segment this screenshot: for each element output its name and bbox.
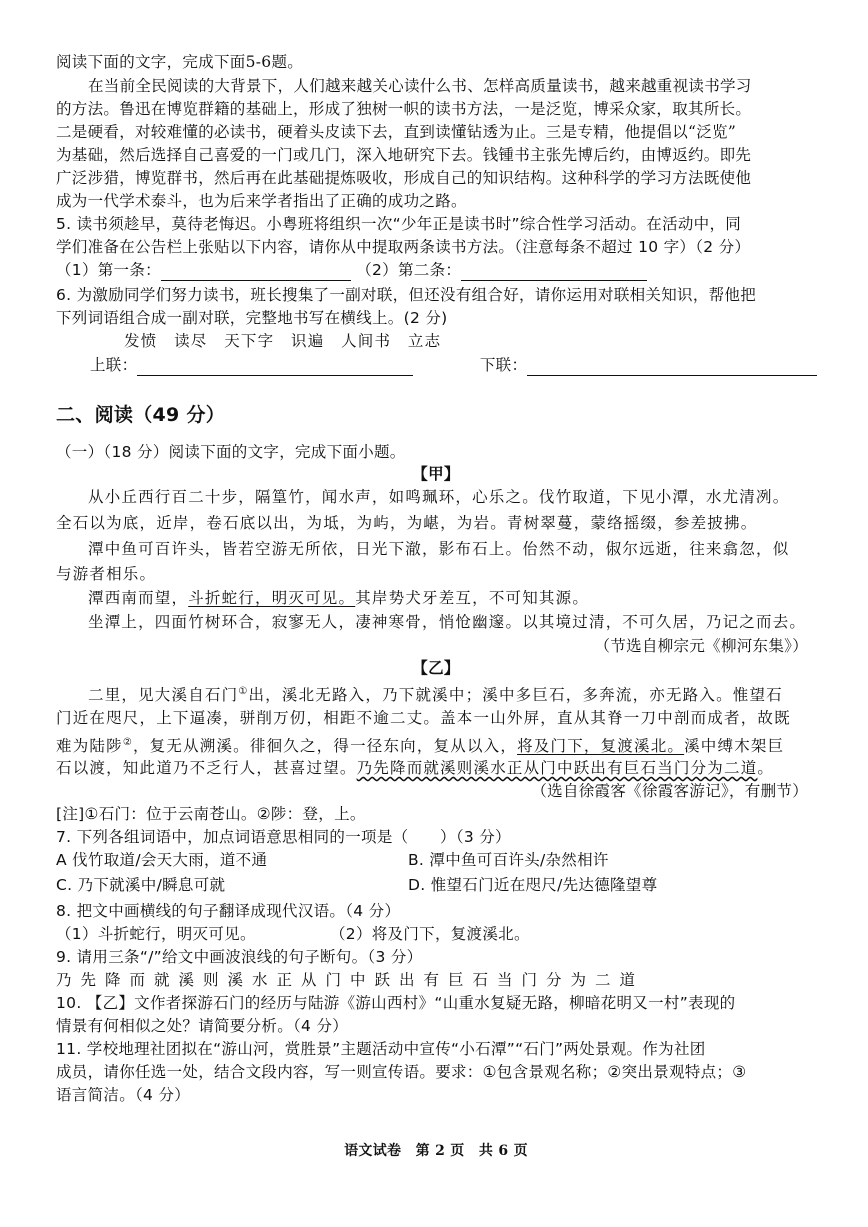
q8-item-1: （1）斗折蛇行，明灭可见。 (56, 925, 256, 943)
yi-line-4: 石以渡，知此道乃不乏行人，甚喜过望。乃先降而就溪则溪水正从门中跃出有巨石当门分为二道。 (56, 759, 775, 777)
q7-option-b: B. 潭中鱼可百许头/杂然相许 (408, 851, 609, 869)
q6-lower-blank[interactable] (527, 359, 817, 376)
note: [注]①石门：位于云南苍山。②陟：登，上。 (56, 805, 366, 823)
section-2-title: 二、阅读（49 分） (56, 404, 226, 426)
wavy-sentence: 乃先降而就溪则溪水正从门中跃出有巨石当门分为二道 (356, 759, 758, 777)
yi-line-2: 门近在咫尺，上下逼凑，骈削万仞，相距不逾二丈。盖本一山外屏，直从其脊一刀中剖而成者，故既 (56, 709, 791, 727)
underlined-sentence-1: 斗折蛇行，明灭可见。 (188, 589, 356, 607)
question-10: 情景有何相似之处？请简要分析。（4 分） (56, 1017, 349, 1035)
passage-line: 为基础，然后选择自己喜爱的一门或几门，深入地研究下去。钱锺书主张先博后约，由博返约。即先 (56, 146, 752, 164)
yi-line-3: 难为陆陟②，复无从溯溪。徘徊久之，得一径东向，复从以入，将及门下，复渡溪北。溪中缚木架巨 (56, 737, 785, 756)
q6-upper-blank[interactable] (137, 359, 413, 376)
yi-line-1: 二里，见大溪自石门①出，溪北无路入，乃下就溪中；溪中多巨石，多奔流，亦无路入。惟望石 (88, 686, 783, 705)
page-footer: 语文试卷 第 2 页 共 6 页 (344, 1143, 528, 1159)
jia-line: 与游者相乐。 (56, 565, 157, 583)
question-11: 11. 学校地理社团拟在“游山河，赏胜景”主题活动中宣传“小石潭”“石门”两处景观。作为社团 (56, 1040, 706, 1058)
question-7: 7. 下列各组词语中，加点词语意思相同的一项是（ ）（3 分） (56, 828, 511, 846)
question-11: 语言简洁。（4 分） (56, 1086, 191, 1104)
passage-line: 广泛涉猎，博览群书，然后再在此基础提炼吸收，形成自己的知识结构。这种科学的学习方法既使他 (56, 169, 752, 187)
q7-option-a: A 伐竹取道/会天大雨，道不通 (56, 851, 268, 869)
q6-lower-label: 下联： (479, 356, 528, 374)
q8-item-2: （2）将及门下，复渡溪北。 (330, 925, 530, 943)
question-5: 5. 读书须趁早，莫待老悔迟。小粤班将组织一次“少年正是读书时”综合性学习活动。在活动中，同 (56, 215, 742, 233)
q5-first-label: （1）第一条： (56, 261, 161, 279)
passage-line: 成为一代学术泰斗，也为后来学者指出了正确的成功之路。 (56, 192, 467, 210)
q6-words: 发愤 读尽 天下字 识遍 人间书 立志 (124, 332, 442, 350)
note-1-marker: ① (238, 686, 249, 697)
jia-line: 潭中鱼可百许头，皆若空游无所依，日光下澈，影布石上。佁然不动，俶尔远逝，往来翕忽，似 (88, 540, 790, 558)
question-10: 10. 【乙】文作者探游石门的经历与陆游《游山西村》“山重水复疑无路，柳暗花明又一村”表现的 (56, 994, 736, 1012)
part-1-intro: （一）（18 分）阅读下面的文字，完成下面小题。 (56, 443, 406, 461)
q6-upper-label: 上联： (90, 356, 138, 374)
q7-option-d: D. 惟望石门近在咫尺/先达德隆望尊 (408, 876, 658, 894)
question-11: 成员，请你任选一处，结合文段内容，写一则宣传语。要求：①包含景观名称；②突出景观特点；③ (56, 1063, 747, 1081)
q6-answer-row (90, 354, 850, 376)
question-5: 学们准备在公告栏上张贴以下内容，请你从中提取两条读书方法。（注意每条不超过 10 字）（2 分） (56, 238, 751, 256)
q5-second-label: （2）第二条： (356, 261, 462, 279)
passage-line: 二是硬看，对较难懂的必读书，硬着头皮读下去，直到读懂钻透为止。三是专精，他提倡以“泛览” (56, 123, 737, 141)
passage-line: 在当前全民阅读的大背景下，人们越来越关心读什么书、怎样高质量读书，越来越重视读书学习 (88, 77, 752, 95)
underlined-sentence-2: 将及门下，复渡溪北。 (517, 737, 685, 756)
intro-q5-6: 阅读下面的文字，完成下面5-6题。 (56, 53, 304, 71)
jia-line-6: 坐潭上，四面竹树环合，寂寥无人，凄神寒骨，悄怆幽邃。以其境过清，不可久居，乃记之而去。 (88, 613, 807, 631)
question-6: 6. 为激励同学们努力读书，班长搜集了一副对联，但还没有组合好，请你运用对联相关知识，帮他把 (56, 286, 757, 304)
yi-label: 【乙】 (412, 658, 460, 677)
q9-sentence: 乃先降而就溪则溪水正从门中跃出有巨石当门分为二道 (56, 971, 645, 989)
note-2-marker: ② (122, 737, 133, 748)
question-9: 9. 请用三条“/”给文中画波浪线的句子断句。（3 分） (56, 948, 423, 966)
jia-line: 从小丘西行百二十步，隔篁竹，闻水声，如鸣珮环，心乐之。伐竹取道，下见小潭，水尤清冽。 (88, 488, 790, 506)
q5-answer-row (56, 259, 816, 281)
question-6: 下列词语组合成一副对联，完整地书写在横线上。(2 分) (56, 309, 448, 327)
q5-second-blank[interactable] (461, 264, 647, 281)
jia-line: 全石以为底，近岸，卷石底以出，为坻，为屿，为嵁，为岩。青树翠蔓，蒙络摇缀，参差披拂。 (56, 514, 758, 532)
passage-line: 的方法。鲁迅在博览群籍的基础上，形成了独树一帜的读书方法，一是泛览，博采众家，取其所长。 (56, 100, 752, 118)
q5-first-blank[interactable] (161, 264, 351, 281)
yi-source: （选自徐霞客《徐霞客游记》，有删节） (531, 782, 808, 800)
q7-option-c: C. 乃下就溪中/瞬息可就 (56, 876, 226, 894)
jia-label: 【甲】 (412, 464, 460, 483)
jia-line-5: 潭西南而望，斗折蛇行，明灭可见。其岸势犬牙差互，不可知其源。 (88, 589, 590, 607)
question-8: 8. 把文中画横线的句子翻译成现代汉语。（4 分） (56, 902, 401, 920)
jia-source: （节选自柳宗元《柳河东集》） (594, 637, 808, 655)
